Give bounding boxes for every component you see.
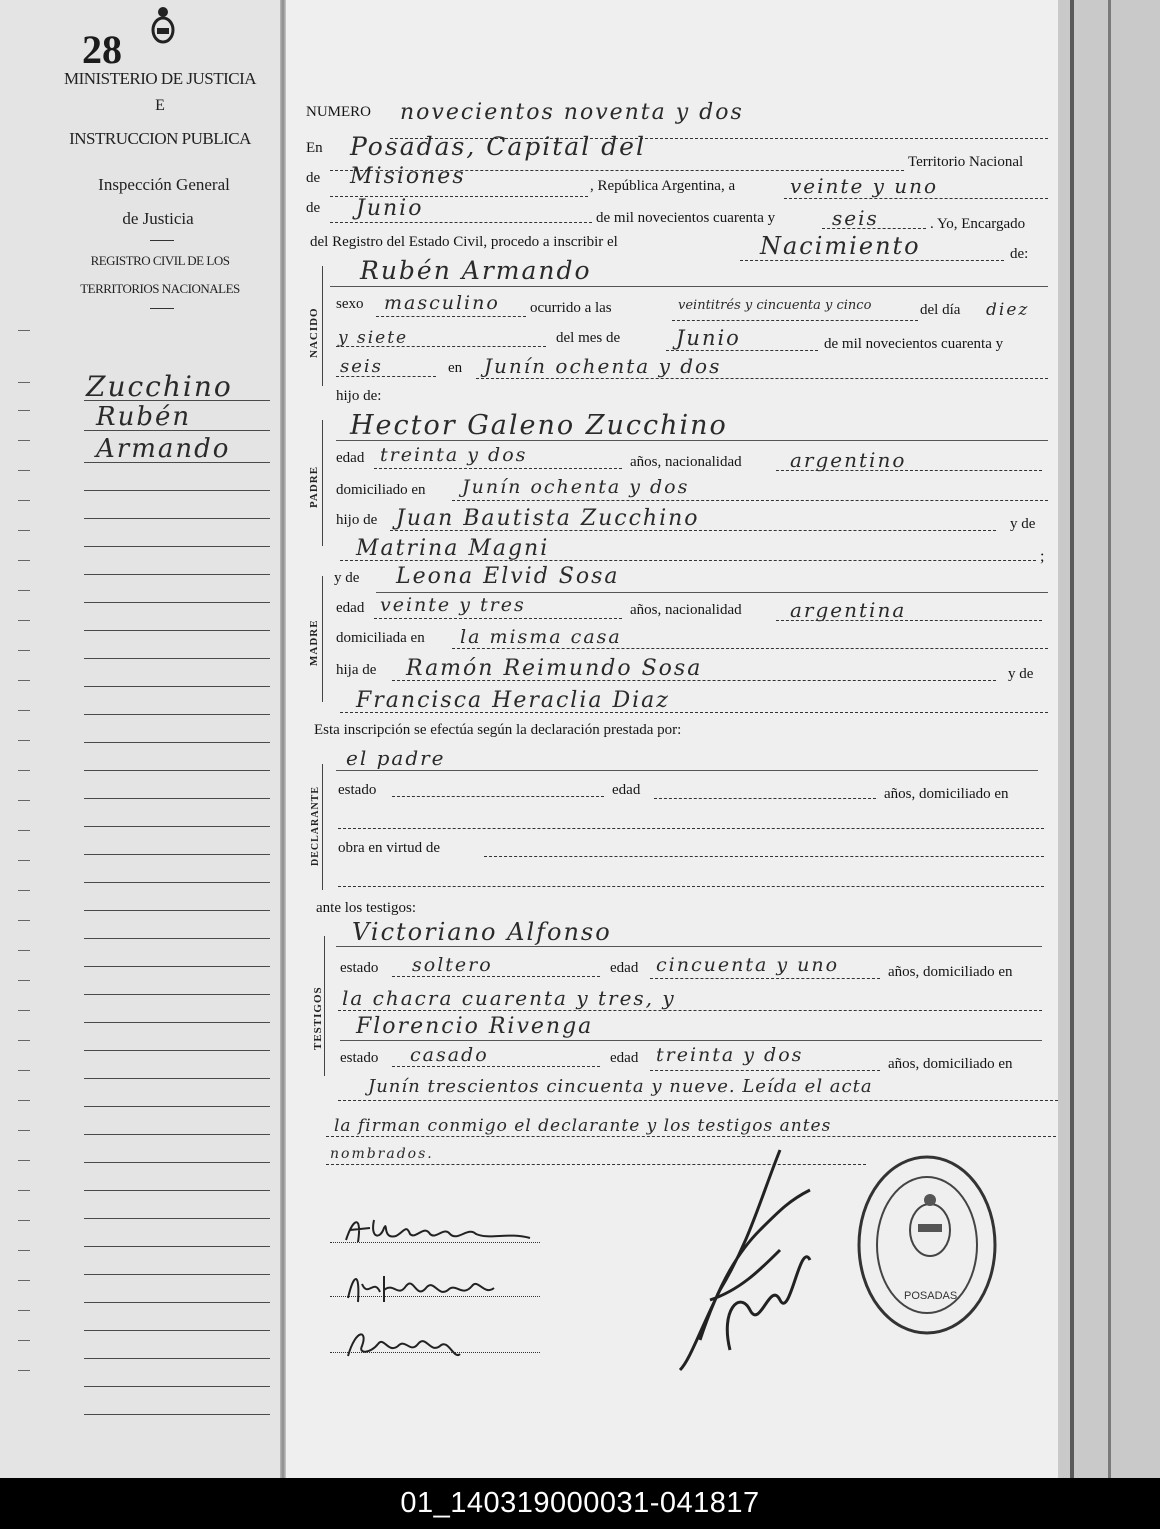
signature-registrar [660, 1140, 850, 1380]
margin-rule [84, 1050, 270, 1051]
hijo-label: hijo de: [336, 388, 382, 404]
testigo1-edad-label: edad [610, 960, 639, 976]
margin-tick [18, 1040, 30, 1041]
margin-rule [84, 462, 270, 463]
dia-nac-2: y siete [338, 328, 409, 348]
madre-domicilio: la misma casa [460, 626, 622, 648]
margin-rule [84, 1330, 270, 1331]
margin-rule [84, 854, 270, 855]
sexo-label: sexo [336, 296, 364, 312]
declaracion-label: Esta inscripción se efectúa según la declaración prestada por: [314, 722, 682, 738]
testigos-label: ante los testigos: [316, 900, 416, 916]
margin-rule [84, 546, 270, 547]
madre-section-label: MADRE [308, 619, 320, 666]
abuelo-paterno: Juan Bautista Zucchino [396, 506, 700, 531]
margin-tick [18, 710, 30, 711]
padre-edad: treinta y dos [380, 444, 528, 466]
en-label: En [306, 140, 323, 156]
padre-domicilio-label: domiciliado en [336, 482, 426, 498]
margin-rule [84, 574, 270, 575]
margin-rule [84, 1190, 270, 1191]
margin-name-surname: Zucchino [86, 370, 233, 403]
madre-edad-label: edad [336, 600, 365, 616]
numero-label: NUMERO [306, 104, 372, 120]
margin-tick [18, 1070, 30, 1071]
madre-edad: veinte y tres [380, 594, 526, 616]
yo-label: . Yo, Encargado [930, 216, 1026, 232]
ministry-line-5: de Justicia [122, 209, 194, 228]
padre-edad-label: edad [336, 450, 365, 466]
padre-domicilio: Junín ochenta y dos [462, 476, 690, 498]
anio-label: de mil novecientos cuarenta y [596, 210, 776, 226]
abuelo-materno: Ramón Reimundo Sosa [406, 656, 703, 681]
margin-rule [84, 798, 270, 799]
padre-nacionalidad: argentino [790, 448, 907, 472]
abuela-paterna: Matrina Magni [356, 536, 550, 561]
declarante-value: el padre [346, 746, 446, 770]
margin-tick [18, 560, 30, 561]
margin-tick [18, 980, 30, 981]
margin-rule [84, 966, 270, 967]
declarante-estado-label: estado [338, 782, 377, 798]
margin-tick [18, 890, 30, 891]
delmes-label: del mes de [556, 330, 621, 346]
semicolon: ; [1040, 548, 1045, 565]
margin-rule [84, 1358, 270, 1359]
ministry-line-1: MINISTERIO DE JUSTICIA [63, 69, 257, 88]
margin-tick [18, 1190, 30, 1191]
margin-tick [18, 920, 30, 921]
republica-label: , República Argentina, a [590, 178, 736, 194]
testigos-section-label: TESTIGOS [312, 986, 324, 1050]
testigo1-edad: cincuenta y uno [656, 954, 840, 976]
padre-nombre: Hector Galeno Zucchino [350, 410, 728, 441]
margin-name-second: Armando [96, 434, 231, 464]
nombre-value: Rubén Armando [360, 256, 592, 285]
dia-value: veinte y uno [790, 174, 939, 198]
ministry-line-7: TERRITORIOS NACIONALES [80, 281, 240, 296]
testigo2-domicilio-label: años, domiciliado en [888, 1056, 1013, 1072]
margin-rule [84, 1218, 270, 1219]
abuela-materna: Francisca Heraclia Diaz [356, 688, 670, 713]
margin-rule [84, 714, 270, 715]
madre-domicilio-label: domiciliada en [336, 630, 425, 646]
testigo2-edad-label: edad [610, 1050, 639, 1066]
page-number: 28 [82, 27, 122, 72]
margin-tick [18, 1370, 30, 1371]
madre-yde2-label: y de [1008, 666, 1034, 682]
signature-witness-2 [340, 1324, 480, 1364]
testigo2-nombre: Florencio Rivenga [356, 1014, 594, 1039]
margin-tick [18, 620, 30, 621]
cierre-line-2: nombrados. [330, 1146, 434, 1162]
en2-label: en [448, 360, 463, 376]
margin-tick [18, 330, 30, 331]
testigo2-estado-label: estado [340, 1050, 379, 1066]
margin-rule [84, 1022, 270, 1023]
margin-rule [84, 826, 270, 827]
padre-hijode-label: hijo de [336, 512, 378, 528]
obra-label: obra en virtud de [338, 840, 441, 856]
mes-value: Junio [356, 196, 424, 221]
margin-tick [18, 1220, 30, 1221]
sexo-value: masculino [384, 292, 500, 314]
testigo1-estado-label: estado [340, 960, 379, 976]
margin-rule [84, 1134, 270, 1135]
ministry-line-6: REGISTRO CIVIL DE LOS [90, 253, 230, 268]
margin-rule [84, 742, 270, 743]
de3-label: de: [1010, 246, 1029, 262]
margin-tick [18, 800, 30, 801]
margin-rule [84, 938, 270, 939]
registro-label: del Registro del Estado Civil, procedo a inscribir el [310, 234, 618, 250]
margin-tick [18, 1100, 30, 1101]
margin-rule [84, 1162, 270, 1163]
declarante-domicilio-label: años, domiciliado en [884, 786, 1009, 802]
acto-value: Nacimiento [760, 232, 921, 260]
testigo1-estado: soltero [412, 954, 493, 976]
numero-value: novecientos noventa y dos [400, 100, 744, 125]
left-margin-panel [0, 0, 282, 1478]
declarante-edad-label: edad [612, 782, 641, 798]
de-label: de [306, 170, 321, 186]
madre-nacionalidad: argentina [790, 598, 907, 622]
anio-nac-label: de mil novecientos cuarenta y [824, 336, 1004, 352]
margin-rule [84, 1106, 270, 1107]
padre-yde-label: y de [1010, 516, 1036, 532]
testigo2-domicilio: Junín trescientos cincuenta y nueve. Leída el acta [368, 1076, 873, 1097]
margin-rule [84, 1246, 270, 1247]
margin-tick [18, 500, 30, 501]
testigo2-edad: treinta y dos [656, 1044, 804, 1066]
ministry-line-3: INSTRUCCION PUBLICA [69, 129, 251, 148]
anio-nac-value: seis [340, 356, 383, 377]
cierre-line-1: la firman conmigo el declarante y los testigos antes [334, 1116, 832, 1136]
margin-tick [18, 1250, 30, 1251]
margin-rule [84, 1302, 270, 1303]
margin-tick [18, 382, 30, 383]
margin-tick [18, 590, 30, 591]
padre-nacionalidad-label: años, nacionalidad [630, 454, 742, 470]
margin-rule [84, 1414, 270, 1415]
margin-rule [84, 400, 270, 401]
margin-tick [18, 680, 30, 681]
madre-nacionalidad-label: años, nacionalidad [630, 602, 742, 618]
margin-tick [18, 950, 30, 951]
margin-tick [18, 740, 30, 741]
document-id-footer: 01_140319000031-041817 [0, 1478, 1160, 1529]
de-value: Misiones [350, 164, 466, 189]
margin-tick [18, 1340, 30, 1341]
madre-nombre: Leona Elvid Sosa [396, 564, 620, 589]
margin-rule [84, 518, 270, 519]
margin-tick [18, 830, 30, 831]
anio-value: seis [832, 206, 879, 230]
margin-tick [18, 530, 30, 531]
margin-rule [84, 630, 270, 631]
deldia-label: del día [920, 302, 961, 318]
de2-label: de [306, 200, 321, 216]
margin-tick [18, 410, 30, 411]
margin-tick [18, 1010, 30, 1011]
margin-tick [18, 1160, 30, 1161]
testigo1-nombre: Victoriano Alfonso [352, 918, 612, 946]
official-seal [852, 1150, 1002, 1340]
seal-center-text: POSADAS [904, 1290, 958, 1302]
dia-nac-1: diez [986, 300, 1030, 320]
margin-name-first: Rubén [96, 402, 192, 432]
header-divider [150, 240, 174, 241]
margin-tick [18, 440, 30, 441]
testigo1-domicilio-label: años, domiciliado en [888, 964, 1013, 980]
declarante-section-label: DECLARANTE [310, 785, 321, 866]
adjacent-page-edge [1058, 0, 1160, 1478]
margin-rule [84, 770, 270, 771]
margin-rule [84, 882, 270, 883]
madre-hijade-label: hija de [336, 662, 377, 678]
margin-rule [84, 1386, 270, 1387]
margin-rule [84, 910, 270, 911]
lugar-nac-value: Junín ochenta y dos [484, 354, 722, 378]
margin-rule [84, 490, 270, 491]
madre-yde-label: y de [334, 570, 360, 586]
territorio-label: Territorio Nacional [908, 154, 1024, 170]
margin-rule [84, 686, 270, 687]
margin-rule [84, 1078, 270, 1079]
margin-tick [18, 1130, 30, 1131]
header-divider [150, 308, 174, 309]
coat-of-arms-icon [150, 4, 176, 44]
mes-nac-value: Junio [676, 326, 741, 350]
margin-tick [18, 470, 30, 471]
testigo2-estado: casado [410, 1044, 489, 1066]
margin-rule [84, 994, 270, 995]
margin-rule [84, 1274, 270, 1275]
margin-rule [84, 658, 270, 659]
ministry-line-2: E [155, 97, 165, 114]
margin-rule [84, 430, 270, 431]
testigo1-domicilio: la chacra cuarenta y tres, y [342, 986, 676, 1010]
ministry-line-4: Inspección General [98, 175, 230, 194]
signature-father [340, 1210, 550, 1250]
padre-section-label: PADRE [308, 465, 320, 508]
hora-value: veintitrés y cincuenta y cinco [678, 298, 872, 313]
margin-tick [18, 770, 30, 771]
signature-witness-1 [344, 1268, 504, 1308]
en-value: Posadas, Capital del [350, 132, 646, 161]
margin-tick [18, 1280, 30, 1281]
margin-rule [84, 602, 270, 603]
margin-tick [18, 1310, 30, 1311]
margin-tick [18, 860, 30, 861]
nacido-section-label: NACIDO [308, 307, 320, 358]
ocurrido-label: ocurrido a las [530, 300, 612, 316]
margin-tick [18, 650, 30, 651]
